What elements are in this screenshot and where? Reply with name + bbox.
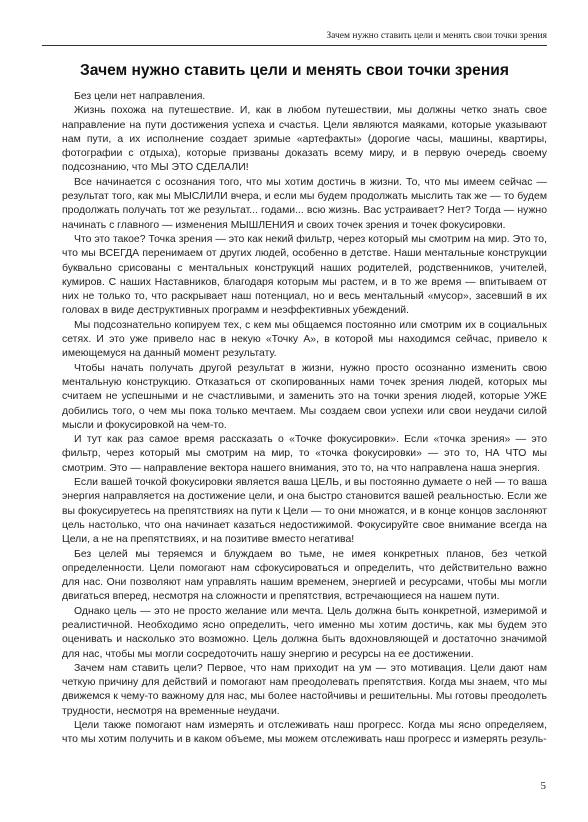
paragraph: Если вашей точкой фокусировки является ваша ЦЕЛЬ, и вы постоянно думаете о ней — то ваша энергия направляется на достижение цели, и она быстро становится вашей реальностью. Если же вы фокусируетесь на препятствиях на пути к Цели — то они множатся, и в конце концов заслоняют цель настолько, что она начинает казаться недостижимой. Фокусируйте свое внимание всегда на Цели, а не на препятствиях, и на позитиве вместо негатива!: [62, 477, 547, 546]
paragraph: Чтобы начать получать другой результат в жизни, нужно просто осознанно изменить свою ментальную конструкцию. Отказаться от скопированных нами точек зрения людей, которых мы считаем не успешными и не счастливыми, и заменить это на точки зрения людей, которые УЖЕ добились того, о чем мы пока только мечтаем. Мы создаем свои успехи или свои неудачи силой мысли и фокусировкой на чем-то.: [62, 362, 547, 431]
body-text: [62, 90, 547, 748]
page-number: 5: [540, 780, 546, 792]
page-title: Зачем нужно ставить цели и менять свои точки зрения: [80, 62, 509, 79]
paragraph: Без цели нет направления.: [74, 91, 206, 102]
paragraph: Однако цель — это не просто желание или мечта. Цель должна быть конкретной, измеримой и реалистичной. Необходимо ясно определить, чего именно мы хотим достичь, как мы будем это оценивать и насколько это возможно. Цель должна быть вдохновляющей и достаточно значимой для нас, чтобы мы могли сосредоточить нашу энергию и ресурсы на ее достижении.: [62, 605, 547, 660]
paragraph: Зачем нам ставить цели? Первое, что нам приходит на ум — это мотивация. Цели дают нам четкую причину для действий и помогают нам преодолевать препятствия. Когда мы знаем, что мы движемся к чему-то важному для нас, мы более настойчивы и решительны. Мы готовы преодолеть трудности, несмотря на временные неудачи.: [62, 662, 547, 717]
paragraph: Без целей мы теряемся и блуждаем во тьме, не имея конкретных планов, без четкой определенности. Цели помогают нам сфокусироваться и определить, что действительно важно для нас. Они позволяют нам управлять нашим временем, энергией и ресурсами, чтобы мы могли двигаться вперед, несмотря на сложности и препятствия, встречающиеся на нашем пути.: [62, 548, 547, 603]
paragraph: Цели также помогают нам измерять и отслеживать наш прогресс. Когда мы ясно определяем, что мы хотим получить и в каком объеме, мы можем отслеживать наш прогресс и измерять резуль-: [62, 720, 547, 746]
running-header: Зачем нужно ставить цели и менять свои точки зрения: [326, 31, 547, 41]
paragraph: Мы подсознательно копируем тех, с кем мы общаемся постоянно или смотрим их в социальных сетях. И это уже привело нас в некую «Точку А», в которой мы находимся сейчас, привело к имеющемуся на данный момент результату.: [62, 319, 547, 360]
paragraph: И тут как раз самое время рассказать о «Точке фокусировки». Если «точка зрения» — это фильтр, через который мы смотрим на мир, то «точка фокусировки» — это то, НА ЧТО мы смотрим. Это — направление вектора нашего внимания, это то, на что направлена наша энергия.: [62, 434, 547, 474]
paragraph: Что это такое? Точка зрения — это как некий фильтр, через который мы смотрим на мир. Это то, что мы ВСЕГДА перенимаем от других людей, особенно в детстве. Наши ментальные конструкции буквально срисованы с ментальных конструкций наших родителей, родственников, учителей, кумиров. С наших Наставников, благодаря которым мы растем, и в то же время — впитываем от них не только то, что раскрывает наш потенциал, но и весь ментальный «мусор», засевший в их головах в виде деструктивных программ и неэффективных убеждений.: [62, 233, 547, 317]
header-rule: [42, 45, 547, 46]
paragraph: Жизнь похожа на путешествие. И, как в любом путешествии, мы должны четко знать свое направление на пути достижения успеха и счастья. Цели являются маяками, которые указывают нам пути, а их исполнение создает зримые «артефакты» (дорогие часы, машины, квартиры, фотографии с отдыха), которые призваны доказать всему миру, и в первую очередь своему подсознанию, что МЫ ЭТО СДЕЛАЛИ!: [62, 105, 547, 174]
paragraph: Все начинается с осознания того, что мы хотим достичь в жизни. То, что мы имеем сейчас — результат того, как мы МЫСЛИЛИ вчера, и если мы будем продолжать мыслить так же — то будем продолжать получать тот же результат... годами... всю жизнь. Вас устраивает? Нет? Тогда — нужно начинать с главного — изменения МЫШЛЕНИЯ и своих точек зрения и точек фокусировки.: [62, 176, 547, 231]
